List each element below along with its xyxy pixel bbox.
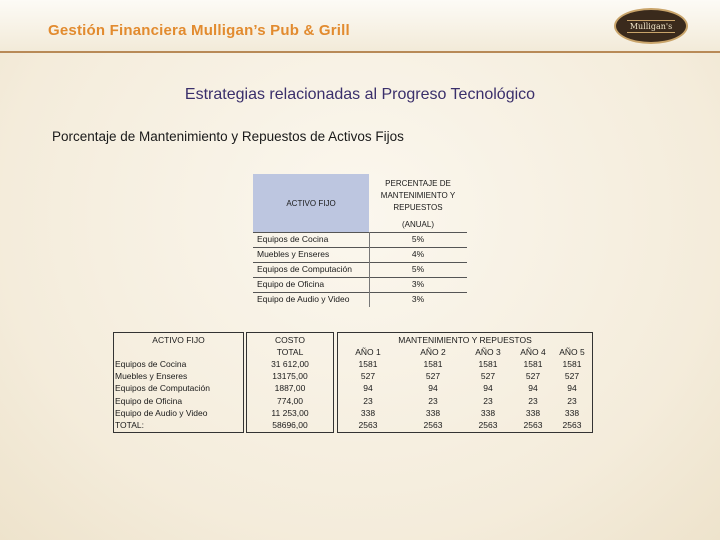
year-value: 338 xyxy=(480,407,496,418)
asset-name: Equipo de Oficina xyxy=(115,395,183,406)
percent-table-row xyxy=(253,292,467,307)
year-value: 527 xyxy=(525,371,541,382)
year-value: 527 xyxy=(564,371,580,382)
year-value: 1581 xyxy=(478,359,498,369)
cost-column-header: COSTO xyxy=(274,335,306,345)
year-value: 2563 xyxy=(423,420,443,430)
cost-column-subheader: TOTAL xyxy=(276,347,304,357)
year-value: 23 xyxy=(363,395,373,406)
year-value: 94 xyxy=(363,383,373,394)
year-value: 338 xyxy=(564,407,580,418)
asset-cost: 31 612,00 xyxy=(271,359,309,369)
asset-name: Equipos de Cocina xyxy=(257,234,329,244)
percent-table-header-pct: PERCENTAJE DE MANTENIMIENTO Y REPUESTOS xyxy=(380,179,456,212)
row-divider xyxy=(253,277,467,278)
asset-column-header: ACTIVO FIJO xyxy=(152,335,205,345)
year-value: 2563 xyxy=(562,420,582,430)
header-divider xyxy=(0,51,720,53)
maintenance-group-header: MANTENIMIENTO Y REPUESTOS xyxy=(398,335,532,345)
year-value: 94 xyxy=(528,383,538,394)
year-header: AÑO 1 xyxy=(355,347,381,357)
row-divider xyxy=(253,247,467,248)
asset-cost: 11 253,00 xyxy=(271,407,309,418)
asset-name: Equipos de Computación xyxy=(115,383,210,394)
asset-cost: 774,00 xyxy=(277,395,303,406)
year-value: 338 xyxy=(425,407,441,418)
year-value: 527 xyxy=(360,371,376,382)
percent-table-header-asset xyxy=(253,174,369,232)
header-asset-label: ACTIVO FIJO xyxy=(286,198,336,208)
row-divider xyxy=(253,262,467,263)
asset-percent: 4% xyxy=(411,249,425,259)
year-value: 23 xyxy=(428,395,438,406)
asset-name: Equipos de Cocina xyxy=(115,359,187,369)
year-value: 23 xyxy=(528,395,538,406)
asset-percent: 3% xyxy=(411,294,425,304)
percent-table-row xyxy=(253,277,467,292)
year-value: 1581 xyxy=(562,359,582,369)
year-value: 2563 xyxy=(478,420,498,430)
year-header: AÑO 5 xyxy=(559,347,585,357)
year-header: AÑO 4 xyxy=(520,347,546,357)
year-value: 1581 xyxy=(358,359,378,369)
year-header: AÑO 2 xyxy=(420,347,446,357)
year-value: 1581 xyxy=(523,359,543,369)
percent-table-header-annual: (ANUAL) xyxy=(401,220,434,229)
asset-name: Equipo de Audio y Video xyxy=(115,407,208,418)
brand-logo-text: Mulligan's xyxy=(627,20,675,33)
year-value: 338 xyxy=(525,407,541,418)
year-value: 2563 xyxy=(523,420,543,430)
asset-name: Equipos de Computación xyxy=(257,264,352,274)
year-value: 23 xyxy=(567,395,577,406)
asset-percent: 5% xyxy=(411,264,425,274)
asset-name: Muebles y Enseres xyxy=(257,249,330,259)
column-divider xyxy=(369,232,370,307)
percent-table-row xyxy=(253,232,467,247)
asset-name: Muebles y Enseres xyxy=(115,371,188,382)
percent-table-row xyxy=(253,262,467,277)
year-value: 94 xyxy=(567,383,577,394)
year-value: 94 xyxy=(428,383,438,394)
year-value: 2563 xyxy=(358,420,378,430)
asset-cost: 13175,00 xyxy=(272,371,308,382)
row-divider xyxy=(253,232,467,233)
asset-name: Equipo de Audio y Video xyxy=(257,294,350,304)
slide-title: Estrategias relacionadas al Progreso Tecnológico xyxy=(184,86,536,103)
asset-name: TOTAL: xyxy=(115,420,144,430)
asset-cost: 1887,00 xyxy=(274,383,306,394)
header-title: Gestión Financiera Mulligan’s Pub & Grill xyxy=(48,22,350,39)
slide-subtitle: Porcentaje de Mantenimiento y Repuestos de Activos Fijos xyxy=(52,129,404,144)
asset-percent: 3% xyxy=(411,279,425,289)
year-value: 1581 xyxy=(423,359,443,369)
percent-table-row xyxy=(253,247,467,262)
asset-name: Equipo de Oficina xyxy=(257,279,325,289)
year-value: 527 xyxy=(425,371,441,382)
year-value: 338 xyxy=(360,407,376,418)
year-header: AÑO 3 xyxy=(475,347,501,357)
row-divider xyxy=(253,292,467,293)
asset-percent: 5% xyxy=(411,234,425,244)
year-value: 94 xyxy=(483,383,493,394)
year-value: 527 xyxy=(480,371,496,382)
asset-cost: 58696,00 xyxy=(272,420,308,430)
year-value: 23 xyxy=(483,395,493,406)
brand-logo xyxy=(614,8,688,44)
